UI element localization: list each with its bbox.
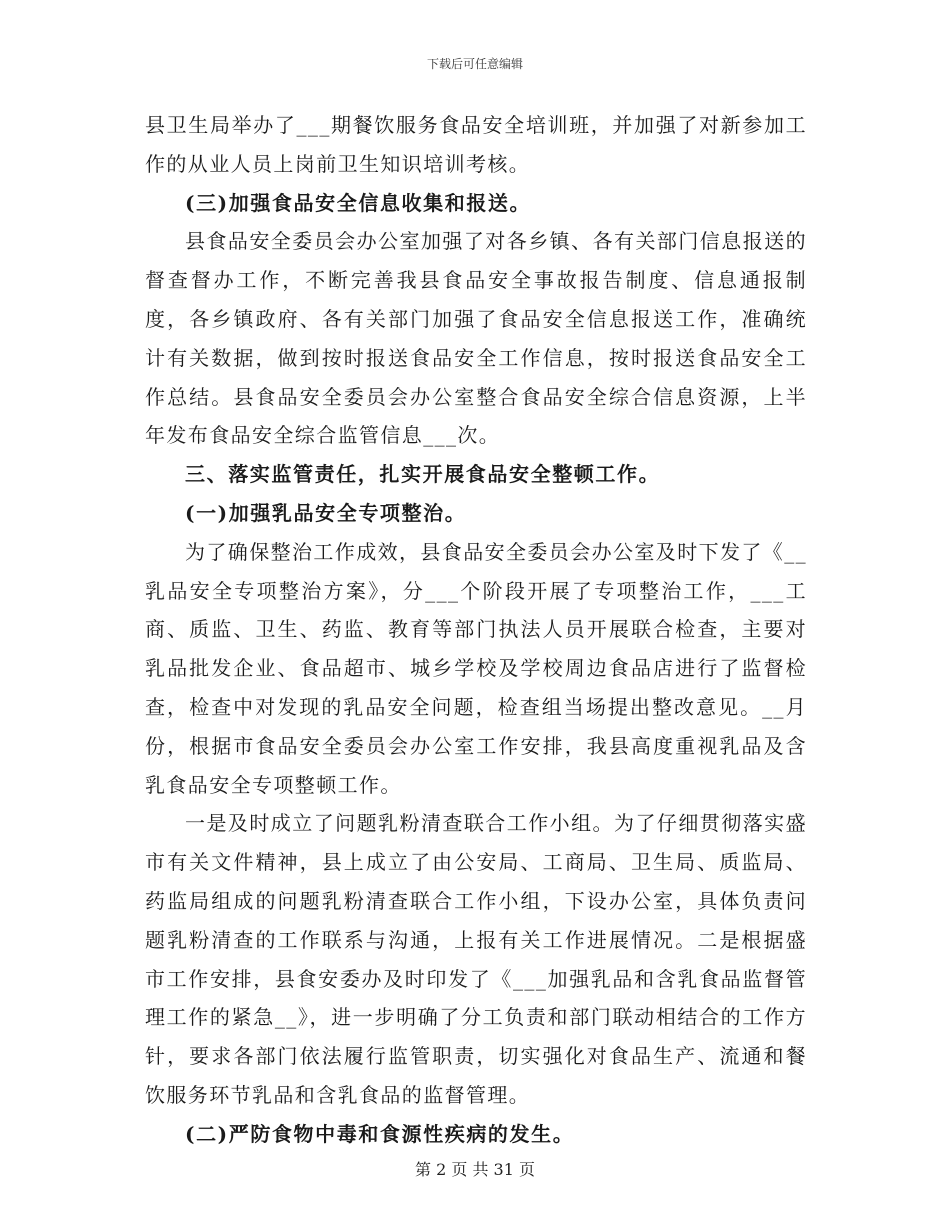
page-number: 第 2 页 共 31 页 — [415, 1160, 535, 1179]
paragraph-training-continuation: 县卫生局举办了___期餐饮服务食品安全培训班，并加强了对新参加工作的从业人员上岗前卫生知识培训考核。 — [145, 113, 807, 176]
section-heading-supervision: 三、落实监管责任，扎实开展食品安全整顿工作。 — [185, 462, 661, 487]
paragraph-info-reporting: 县食品安全委员会办公室加强了对各乡镇、各有关部门信息报送的督查督办工作，不断完善我县食品安全事故报告制度、信息通报制度，各乡镇政府、各有关部门加强了食品安全信息报送工作，准确统计有关数据，做到按时报送食品安全工作信息，按时报送食品安全工作总结。县食品安全委员会办公室整合食品安全综合信息资源，上半年发布食品安全综合监管信息___次。 — [145, 229, 807, 448]
section-heading-info-collection: (三)加强食品安全信息收集和报送。 — [185, 190, 532, 215]
section-heading-dairy-rectification: (一)加强乳品安全专项整治。 — [185, 500, 467, 525]
paragraph-dairy-inspection: 为了确保整治工作成效，县食品安全委员会办公室及时下发了《__乳品安全专项整治方案》，分___个阶段开展了专项整治工作，___工商、质监、卫生、药监、教育等部门执法人员开展联合检查，主要对乳品批发企业、食品超市、城乡学校及学校周边食品店进行了监督检查，检查中对发现的乳品安全问题，检查组当场提出整改意见。__月份，根据市食品安全委员会办公室工作安排，我县高度重视乳品及含乳食品安全专项整顿工作。 — [145, 539, 807, 797]
paragraph-milk-powder-group: 一是及时成立了问题乳粉清查联合工作小组。为了仔细贯彻落实盛市有关文件精神，县上成立了由公安局、工商局、卫生局、质监局、药监局组成的问题乳粉清查联合工作小组，下设办公室，具体负责问题乳粉清查的工作联系与沟通，上报有关工作进展情况。二是根据盛市工作安排，县食安委办及时印发了《___加强乳品和含乳食品监督管理工作的紧急__》，进一步明确了分工负责和部门联动相结合的工作方针，要求各部门依法履行监管职责，切实强化对食品生产、流通和餐饮服务环节乳品和含乳食品的监督管理。 — [145, 811, 807, 1107]
page-header-note: 下载后可任意编辑 — [426, 57, 523, 71]
document-body — [145, 106, 807, 1154]
section-heading-food-poisoning: (二)严防食物中毒和食源性疾病的发生。 — [185, 1121, 575, 1146]
